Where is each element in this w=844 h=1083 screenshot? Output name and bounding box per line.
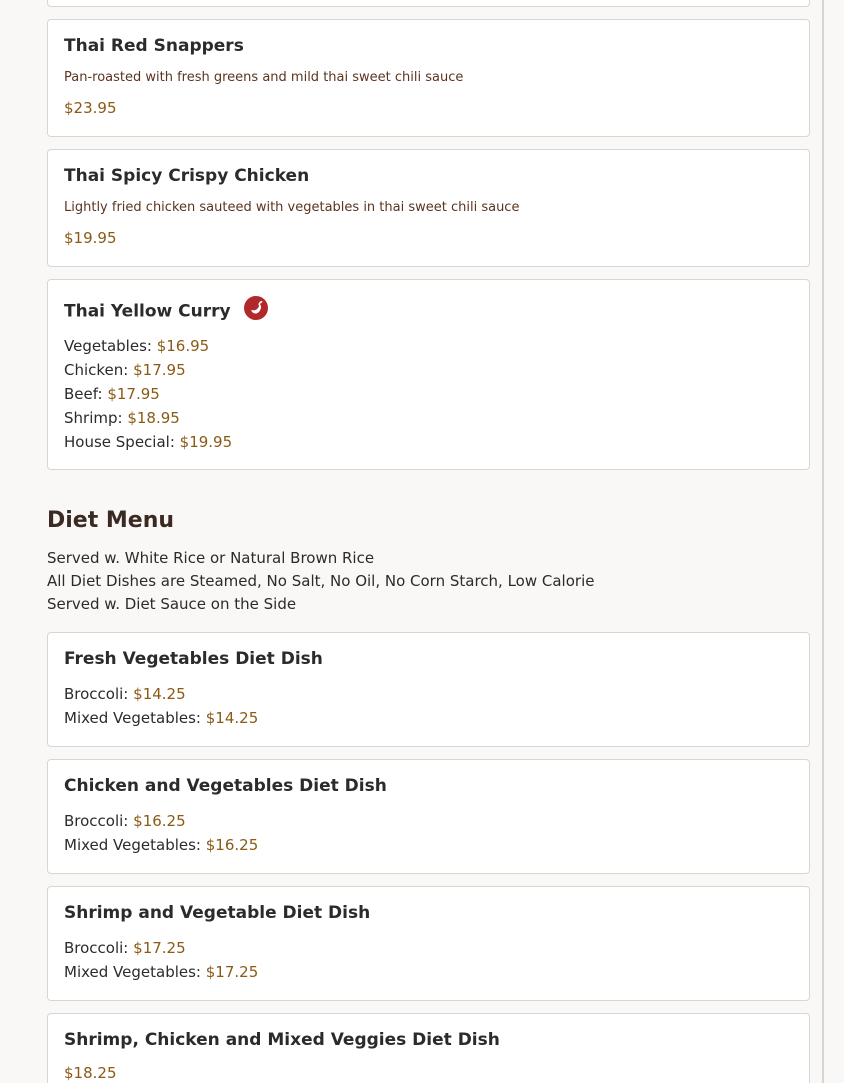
menu-item-price: $23.95 — [64, 99, 117, 117]
option-price: $17.25 — [205, 963, 259, 981]
menu-option[interactable] — [64, 706, 258, 730]
option-price: $16.25 — [205, 836, 259, 854]
option-price: $17.95 — [107, 385, 160, 403]
option-price: $14.25 — [205, 709, 259, 727]
option-label: Mixed Vegetables: — [64, 709, 201, 727]
menu-item-card-partial — [47, 0, 810, 7]
menu-item-name: Thai Yellow Curry — [64, 301, 231, 322]
menu-item-description: Lightly fried chicken sauteed with vegetables in thai sweet chili sauce — [64, 200, 520, 215]
menu-option[interactable] — [64, 809, 258, 833]
menu-item-card[interactable] — [47, 886, 810, 1001]
menu-item-name: Shrimp and Vegetable Diet Dish — [64, 903, 371, 923]
option-label: Vegetables: — [64, 337, 152, 355]
menu-option[interactable] — [64, 334, 232, 358]
option-label: Beef: — [64, 385, 103, 403]
option-label: Chicken: — [64, 361, 129, 379]
section-note: All Diet Dishes are Steamed, No Salt, No Oil, No Corn Starch, Low Calorie — [47, 572, 595, 590]
menu-option[interactable] — [64, 960, 258, 984]
menu-item-card[interactable] — [47, 632, 810, 747]
menu-option[interactable] — [64, 936, 258, 960]
menu-option[interactable] — [64, 358, 232, 382]
option-price: $16.95 — [156, 337, 210, 355]
option-label: Broccoli: — [64, 812, 129, 830]
menu-item-card[interactable] — [47, 279, 810, 470]
menu-item-price: $19.95 — [64, 229, 117, 247]
option-price: $16.25 — [133, 812, 186, 830]
option-label: Broccoli: — [64, 939, 129, 957]
menu-item-options — [64, 334, 232, 454]
menu-item-options — [64, 936, 258, 984]
section-title: Diet Menu — [47, 508, 175, 533]
page-edge-divider — [822, 0, 824, 1083]
menu-item-name: Shrimp, Chicken and Mixed Veggies Diet Dish — [64, 1030, 500, 1050]
option-price: $17.95 — [133, 361, 186, 379]
option-price: $17.25 — [133, 939, 186, 957]
option-price: $18.95 — [127, 409, 180, 427]
option-label: Mixed Vegetables: — [64, 836, 201, 854]
menu-item-card[interactable] — [47, 1013, 810, 1083]
menu-item-price: $18.25 — [64, 1064, 117, 1082]
menu-item-name: Thai Red Snappers — [64, 36, 244, 56]
option-price: $19.95 — [179, 433, 233, 451]
section-note: Served w. White Rice or Natural Brown Rice — [47, 549, 375, 567]
section-note: Served w. Diet Sauce on the Side — [47, 595, 297, 613]
menu-item-description: Pan-roasted with fresh greens and mild thai sweet chili sauce — [64, 70, 464, 85]
menu-item-card[interactable] — [47, 759, 810, 874]
option-label: House Special: — [64, 433, 175, 451]
menu-option[interactable] — [64, 382, 232, 406]
menu-option[interactable] — [64, 833, 258, 857]
menu-option[interactable] — [64, 682, 258, 706]
menu-item-title-row — [64, 296, 269, 327]
chili-pepper-icon — [243, 295, 269, 326]
menu-item-name: Chicken and Vegetables Diet Dish — [64, 776, 387, 796]
menu-item-name: Thai Spicy Crispy Chicken — [64, 166, 310, 186]
menu-option[interactable] — [64, 406, 232, 430]
menu-item-options — [64, 809, 258, 857]
option-label: Mixed Vegetables: — [64, 963, 201, 981]
menu-item-name: Fresh Vegetables Diet Dish — [64, 649, 323, 669]
menu-option[interactable] — [64, 430, 232, 454]
menu-item-options — [64, 682, 258, 730]
option-label: Shrimp: — [64, 409, 123, 427]
menu-item-card[interactable] — [47, 149, 810, 267]
menu-item-card[interactable] — [47, 19, 810, 137]
option-label: Broccoli: — [64, 685, 129, 703]
option-price: $14.25 — [133, 685, 186, 703]
section-notes — [47, 547, 594, 616]
